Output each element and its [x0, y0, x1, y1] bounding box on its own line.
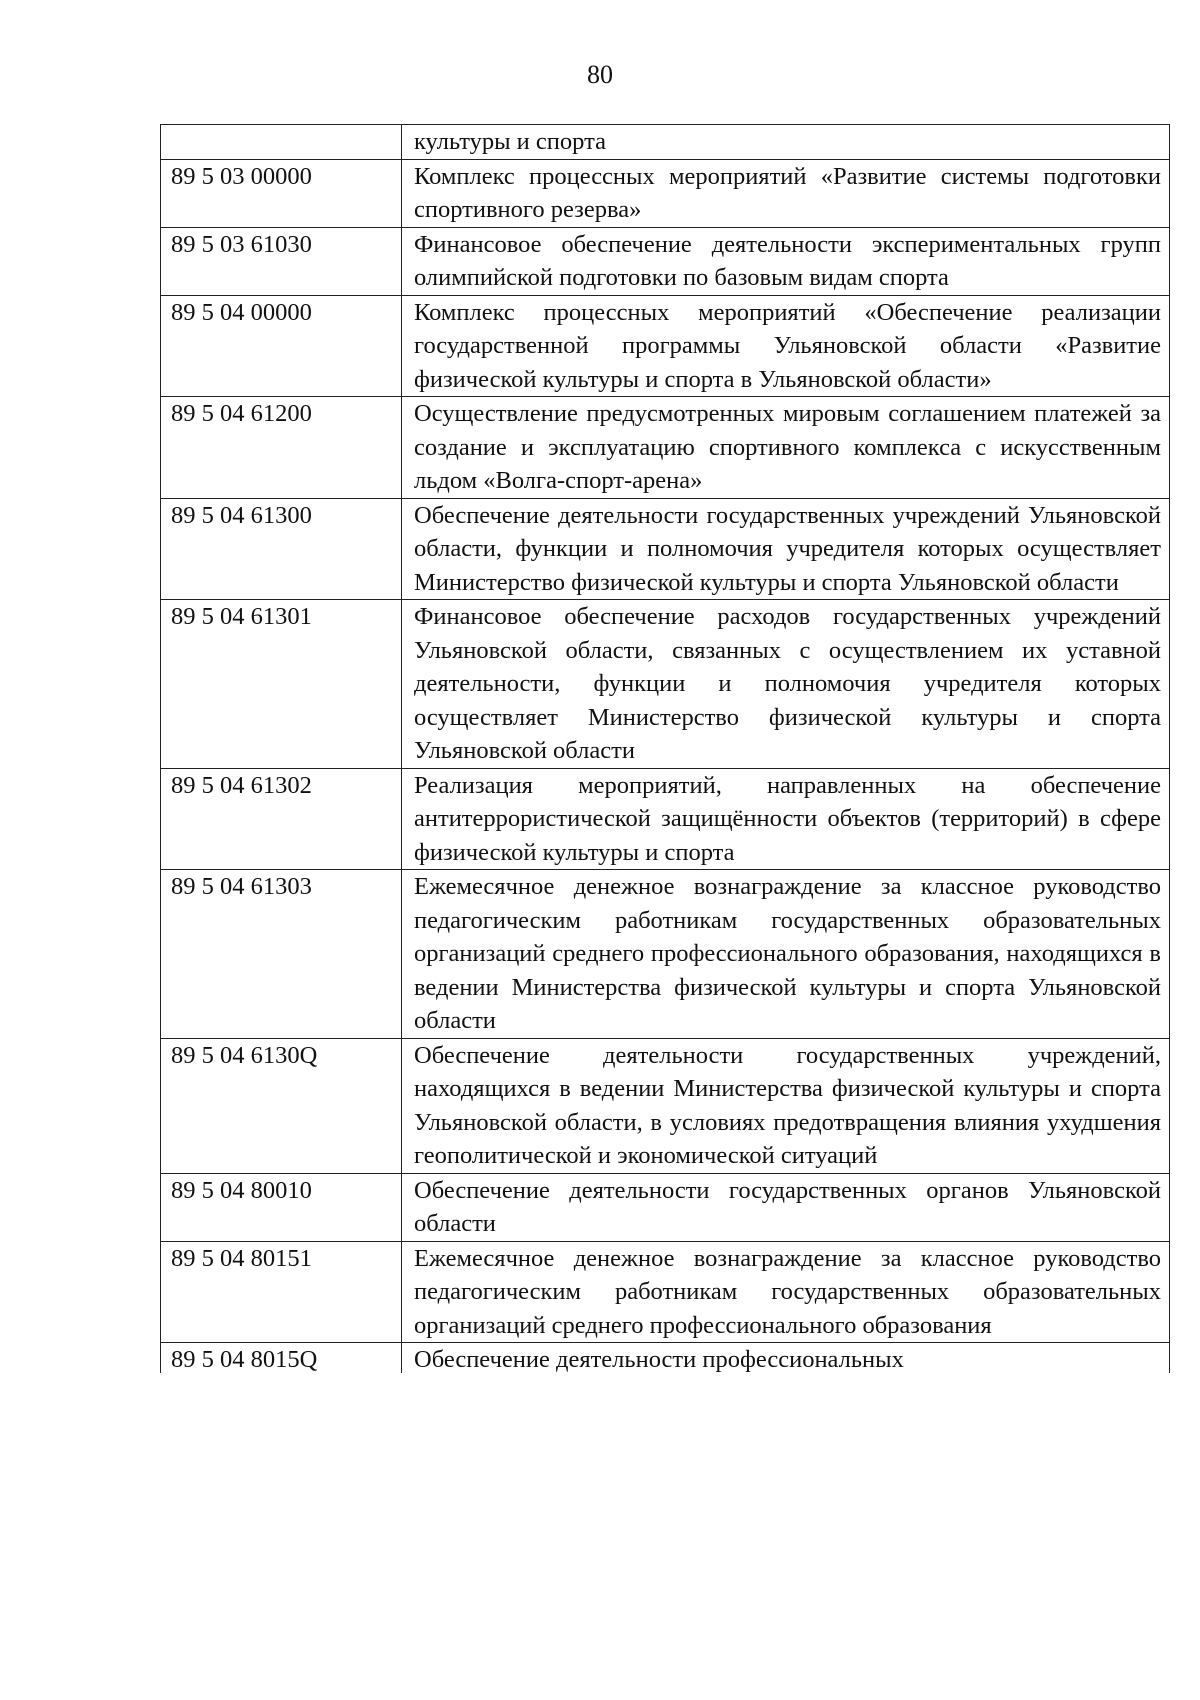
- description-cell: Ежемесячное денежное вознаграждение за классное руководство педагогическим работникам государственных образовательных организаций среднего профессионального образования: [402, 1241, 1170, 1343]
- page-number: 80: [587, 60, 613, 89]
- table-row: [161, 227, 1170, 295]
- description-cell: Реализация мероприятий, направленных на обеспечение антитеррористической защищённости объектов (территорий) в сфере физической культуры и спорта: [402, 768, 1170, 870]
- code-cell: 89 5 03 61030: [161, 227, 402, 295]
- code-cell: 89 5 04 6130Q: [161, 1038, 402, 1173]
- description-cell: Обеспечение деятельности государственных учреждений, находящихся в ведении Министерства физической культуры и спорта Ульяновской области, в условиях предотвращения влияния ухудшения геополитической и экономической ситуаций: [402, 1038, 1170, 1173]
- table-row: [161, 1038, 1170, 1173]
- code-cell: 89 5 04 61301: [161, 600, 402, 769]
- code-cell: [161, 1343, 402, 1374]
- code-text: 89 5 04 8015Q: [171, 1346, 318, 1373]
- code-cell: 89 5 04 80010: [161, 1173, 402, 1241]
- code-cell: 89 5 04 61300: [161, 498, 402, 600]
- table-row: [161, 159, 1170, 227]
- table-row: [161, 498, 1170, 600]
- description-cell: культуры и спорта: [402, 125, 1170, 160]
- table-row: [161, 1173, 1170, 1241]
- description-cell: Ежемесячное денежное вознаграждение за классное руководство педагогическим работникам государственных образовательных организаций среднего профессионального образования, находящихся в ведении Министерства физической культуры и спорта Ульяновской области: [402, 870, 1170, 1039]
- description-cell: Осуществление предусмотренных мировым соглашением платежей за создание и эксплуатацию спортивного комплекса с искусственным льдом «Волга-спорт-арена»: [402, 397, 1170, 499]
- table-row: [161, 295, 1170, 397]
- description-cell: Комплекс процессных мероприятий «Развитие системы подготовки спортивного резерва»: [402, 159, 1170, 227]
- budget-codes-table: [160, 124, 1170, 1373]
- code-cell: 89 5 04 61200: [161, 397, 402, 499]
- description-cell: Финансовое обеспечение расходов государственных учреждений Ульяновской области, связанных с осуществлением их уставной деятельности, функции и полномочия учредителя которых осуществляет Министерство физической культуры и спорта Ульяновской области: [402, 600, 1170, 769]
- code-cell: 89 5 04 61303: [161, 870, 402, 1039]
- table-row: [161, 1241, 1170, 1343]
- code-cell: 89 5 04 61302: [161, 768, 402, 870]
- description-cell: Обеспечение деятельности государственных органов Ульяновской области: [402, 1173, 1170, 1241]
- description-cell: Обеспечение деятельности государственных учреждений Ульяновской области, функции и полномочия учредителя которых осуществляет Министерство физической культуры и спорта Ульяновской области: [402, 498, 1170, 600]
- description-text: Обеспечение деятельности профессиональных: [414, 1346, 904, 1373]
- code-cell: 89 5 03 00000: [161, 159, 402, 227]
- table-row: [161, 600, 1170, 769]
- description-cell: Финансовое обеспечение деятельности экспериментальных групп олимпийской подготовки по базовым видам спорта: [402, 227, 1170, 295]
- code-cell: 89 5 04 80151: [161, 1241, 402, 1343]
- code-cell: [161, 125, 402, 160]
- table-row: [161, 768, 1170, 870]
- code-cell: 89 5 04 00000: [161, 295, 402, 397]
- description-cell: Комплекс процессных мероприятий «Обеспечение реализации государственной программы Ульяновской области «Развитие физической культуры и спорта в Ульяновской области»: [402, 295, 1170, 397]
- table-row: [161, 397, 1170, 499]
- table-row: [161, 125, 1170, 160]
- table-row: [161, 870, 1170, 1039]
- table-row: [161, 1343, 1170, 1374]
- description-cell: [402, 1343, 1170, 1374]
